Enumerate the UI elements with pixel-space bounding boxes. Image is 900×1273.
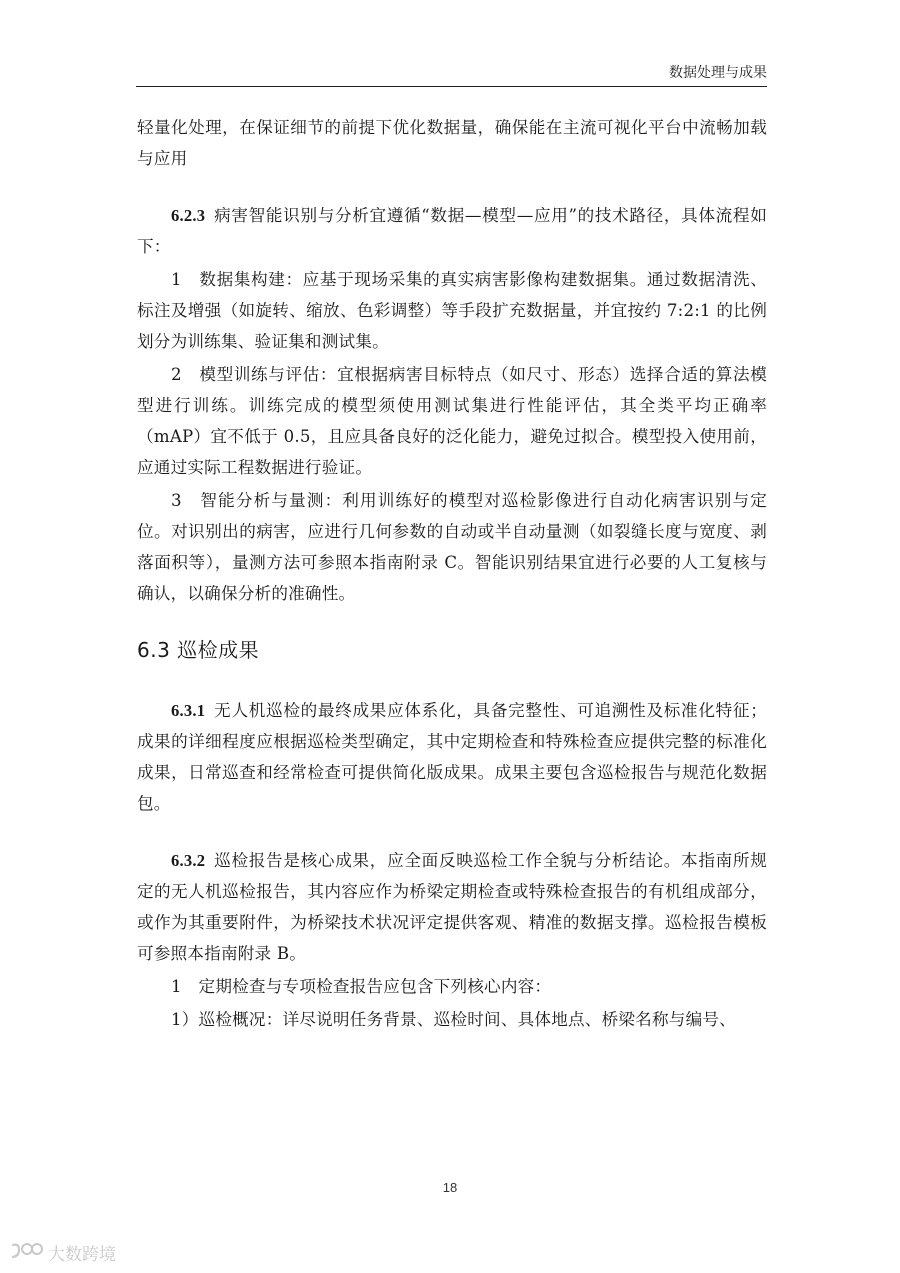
list-item-2: 2 模型训练与评估：宜根据病害目标特点（如尺寸、形态）选择合适的算法模型进行训练。训练完成的模型须使用测试集进行性能评估，其全类平均正确率（mAP）宜不低于 0.5，且应具备良好的泛化能力，避免过拟合。模型投入使用前，应通过实际工程数据进行验证。 (137, 365, 767, 477)
continued-paragraph: 轻量化处理，在保证细节的前提下优化数据量，确保能在主流可视化平台中流畅加载与应用 (137, 118, 767, 168)
list-item-3: 3 智能分析与量测：利用训练好的模型对巡检影像进行自动化病害识别与定位。对识别出的病害，应进行几何参数的自动或半自动量测（如裂缝长度与宽度、剥落面积等），量测方法可参照本指南附录 C。智能识别结果宜进行必要的人工复核与确认，以确保分析的准确性。 (137, 491, 767, 603)
page-number: 18 (442, 1180, 458, 1195)
clause-text: 巡检报告是核心成果，应全面反映巡检工作全貌与分析结论。本指南所规定的无人机巡检报告，其内容应作为桥梁定期检查或特殊检查报告的有机组成部分，或作为其重要附件，为桥梁技术状况评定提供客观、精准的数据支撑。巡检报告模板可参照本指南附录 B。 (137, 851, 767, 963)
page-body (137, 112, 767, 1035)
watermark-text: 大数跨境 (48, 1244, 116, 1265)
clause-number: 6.2.3 (171, 206, 206, 225)
clause-number: 6.3.2 (171, 851, 206, 870)
clause-text: 病害智能识别与分析宜遵循“数据—模型—应用”的技术路径，具体流程如下： (137, 206, 767, 256)
list-item-1: 1 数据集构建：应基于现场采集的真实病害影像构建数据集。通过数据清洗、标注及增强（如旋转、缩放、色彩调整）等手段扩充数据量，并宜按约 7:2:1 的比例划分为训练集、验证集和测试集。 (137, 270, 767, 351)
sub-item-1: 1）巡检概况：详尽说明任务背景、巡检时间、具体地点、桥梁名称与编号、 (171, 1010, 736, 1029)
running-header: 数据处理与成果 (669, 65, 767, 81)
brand-logo-icon (10, 1241, 44, 1263)
section-heading-6-3: 6.3 巡检成果 (137, 638, 260, 662)
clause-6-3-2 (137, 845, 767, 969)
list-item-6-3-2-1: 1 定期检查与专项检查报告应包含下列核心内容： (171, 977, 552, 996)
clause-6-3-1 (137, 695, 767, 819)
header-rule (136, 86, 767, 87)
clause-text: 无人机巡检的最终成果应体系化，具备完整性、可追溯性及标准化特征；成果的详细程度应根据巡检类型确定，其中定期检查和特殊检查应提供完整的标准化成果，日常巡查和经常检查可提供简化版成果。成果主要包含巡检报告与规范化数据包。 (137, 701, 767, 813)
watermark (10, 1240, 116, 1264)
clause-6-2-3 (137, 200, 767, 262)
clause-number: 6.3.1 (171, 701, 206, 720)
